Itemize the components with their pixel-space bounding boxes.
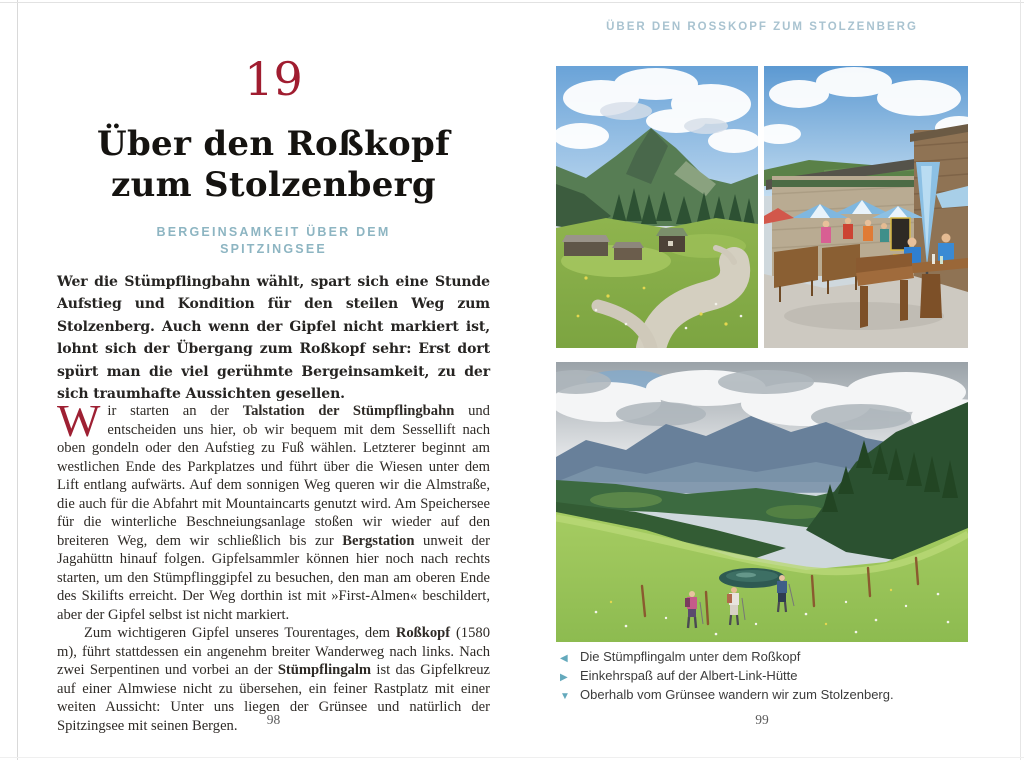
caption-text: Die Stümpflingalm unter dem Roßkopf bbox=[580, 649, 801, 664]
page-edge-left bbox=[17, 0, 18, 760]
page-edge-right bbox=[1020, 0, 1021, 760]
chapter-title-line1: Über den Roßkopf bbox=[97, 124, 450, 164]
caption-arrow-down-icon: ▼ bbox=[560, 691, 570, 703]
page-number-left: 98 bbox=[266, 712, 281, 727]
chapter-title bbox=[40, 124, 507, 206]
photo-gruensee-panorama bbox=[556, 362, 968, 642]
caption-arrow-right-icon: ▶ bbox=[560, 672, 568, 684]
running-header: ÜBER DEN ROSSKOPF ZUM STOLZENBERG bbox=[606, 21, 918, 33]
chapter-subtitle: BERGEINSAMKEIT ÜBER DEM SPITZINGSEE bbox=[156, 225, 391, 256]
caption-row bbox=[560, 648, 972, 667]
page-number-right: 99 bbox=[755, 712, 769, 727]
photo-albert-link-huette bbox=[764, 66, 968, 348]
panorama-photo-illustration bbox=[556, 362, 968, 642]
body-text bbox=[57, 395, 491, 735]
intro-paragraph: Wer die Stümpflingbahn wählt, spart sich eine Stunde Aufstieg und Kondition für den steilen Weg zum Stolzenberg. Auch wenn der Gipfel nicht markiert ist, lohnt sich der Übergang zum Roßkopf sehr: Erst dort spürt man die viel gerühmte Bergeinsamkeit, zu der sich traumhafte Aussichten gesellen. bbox=[57, 274, 490, 403]
chapter-number: 19 bbox=[244, 52, 303, 106]
caption-row bbox=[560, 686, 972, 705]
page-edge-top bbox=[0, 2, 1024, 3]
chapter-title-line2: zum Stolzenberg bbox=[111, 165, 436, 205]
drop-cap: W bbox=[57, 395, 101, 446]
photo-stuempflingalm-trail bbox=[556, 66, 758, 348]
page-edge-bottom bbox=[0, 757, 1024, 758]
caption-arrow-left-icon: ◀ bbox=[560, 653, 568, 664]
caption-text: Oberhalb vom Grünsee wandern wir zum Stolzenberg. bbox=[580, 687, 894, 703]
gruensee-lake bbox=[719, 568, 785, 588]
body-paragraph-2: Zum wichtigeren Gipfel unseres Tourentages, dem Roßkopf (1580 m), führt stattdessen ein angenehm breiter Wanderweg nach links. Nach zwei Serpentinen und vorbei an der Stümpflingalm ist das Gipfelkreuz auf einer Almwiese nicht zu übersehen, ein feiner Rastplatz mit einer weiten Aussicht: Unter uns liegen der Grünsee und natürlich der Spitzingsee mit seinen Bergen. bbox=[57, 625, 490, 734]
body-paragraph-1: Wir starten an der Talstation der Stümpflingbahn und entscheiden uns hier, ob wir bequem mit dem Sessellift nach oben gondeln oder den Aufstieg zu Fuß wählen. Letzterer beginnt am westlichen Ende des Parkplatzes und führt über die Wiesen unter dem Lift entlang aufwärts. Auf dem sonnigen Weg queren wir die Almstraße, die auch für die Abfahrt mit Mountaincarts genutzt wird. Am Speichersee für die winterliche Beschneiungsanlage stoßen wir wieder auf den breiteren Weg, dem wir schließlich bis zur Bergstation unweit der Jagahüttn hinauf folgen. Gipfelsammler können hier noch nach rechts starten, um den Stümpflinggipfel zu besuchen, den man am oberen Ende des Skilifts erreicht. Der Weg dorthin ist mit »First-Almen« beschildert, aber der Gipfel selbst ist nicht markiert. bbox=[57, 395, 491, 623]
caption-row bbox=[560, 667, 972, 686]
huette-photo-illustration bbox=[764, 66, 968, 348]
caption-text: Einkehrspaß auf der Albert-Link-Hütte bbox=[580, 668, 798, 684]
trail-photo-illustration bbox=[556, 66, 758, 348]
photo-captions bbox=[560, 648, 972, 706]
